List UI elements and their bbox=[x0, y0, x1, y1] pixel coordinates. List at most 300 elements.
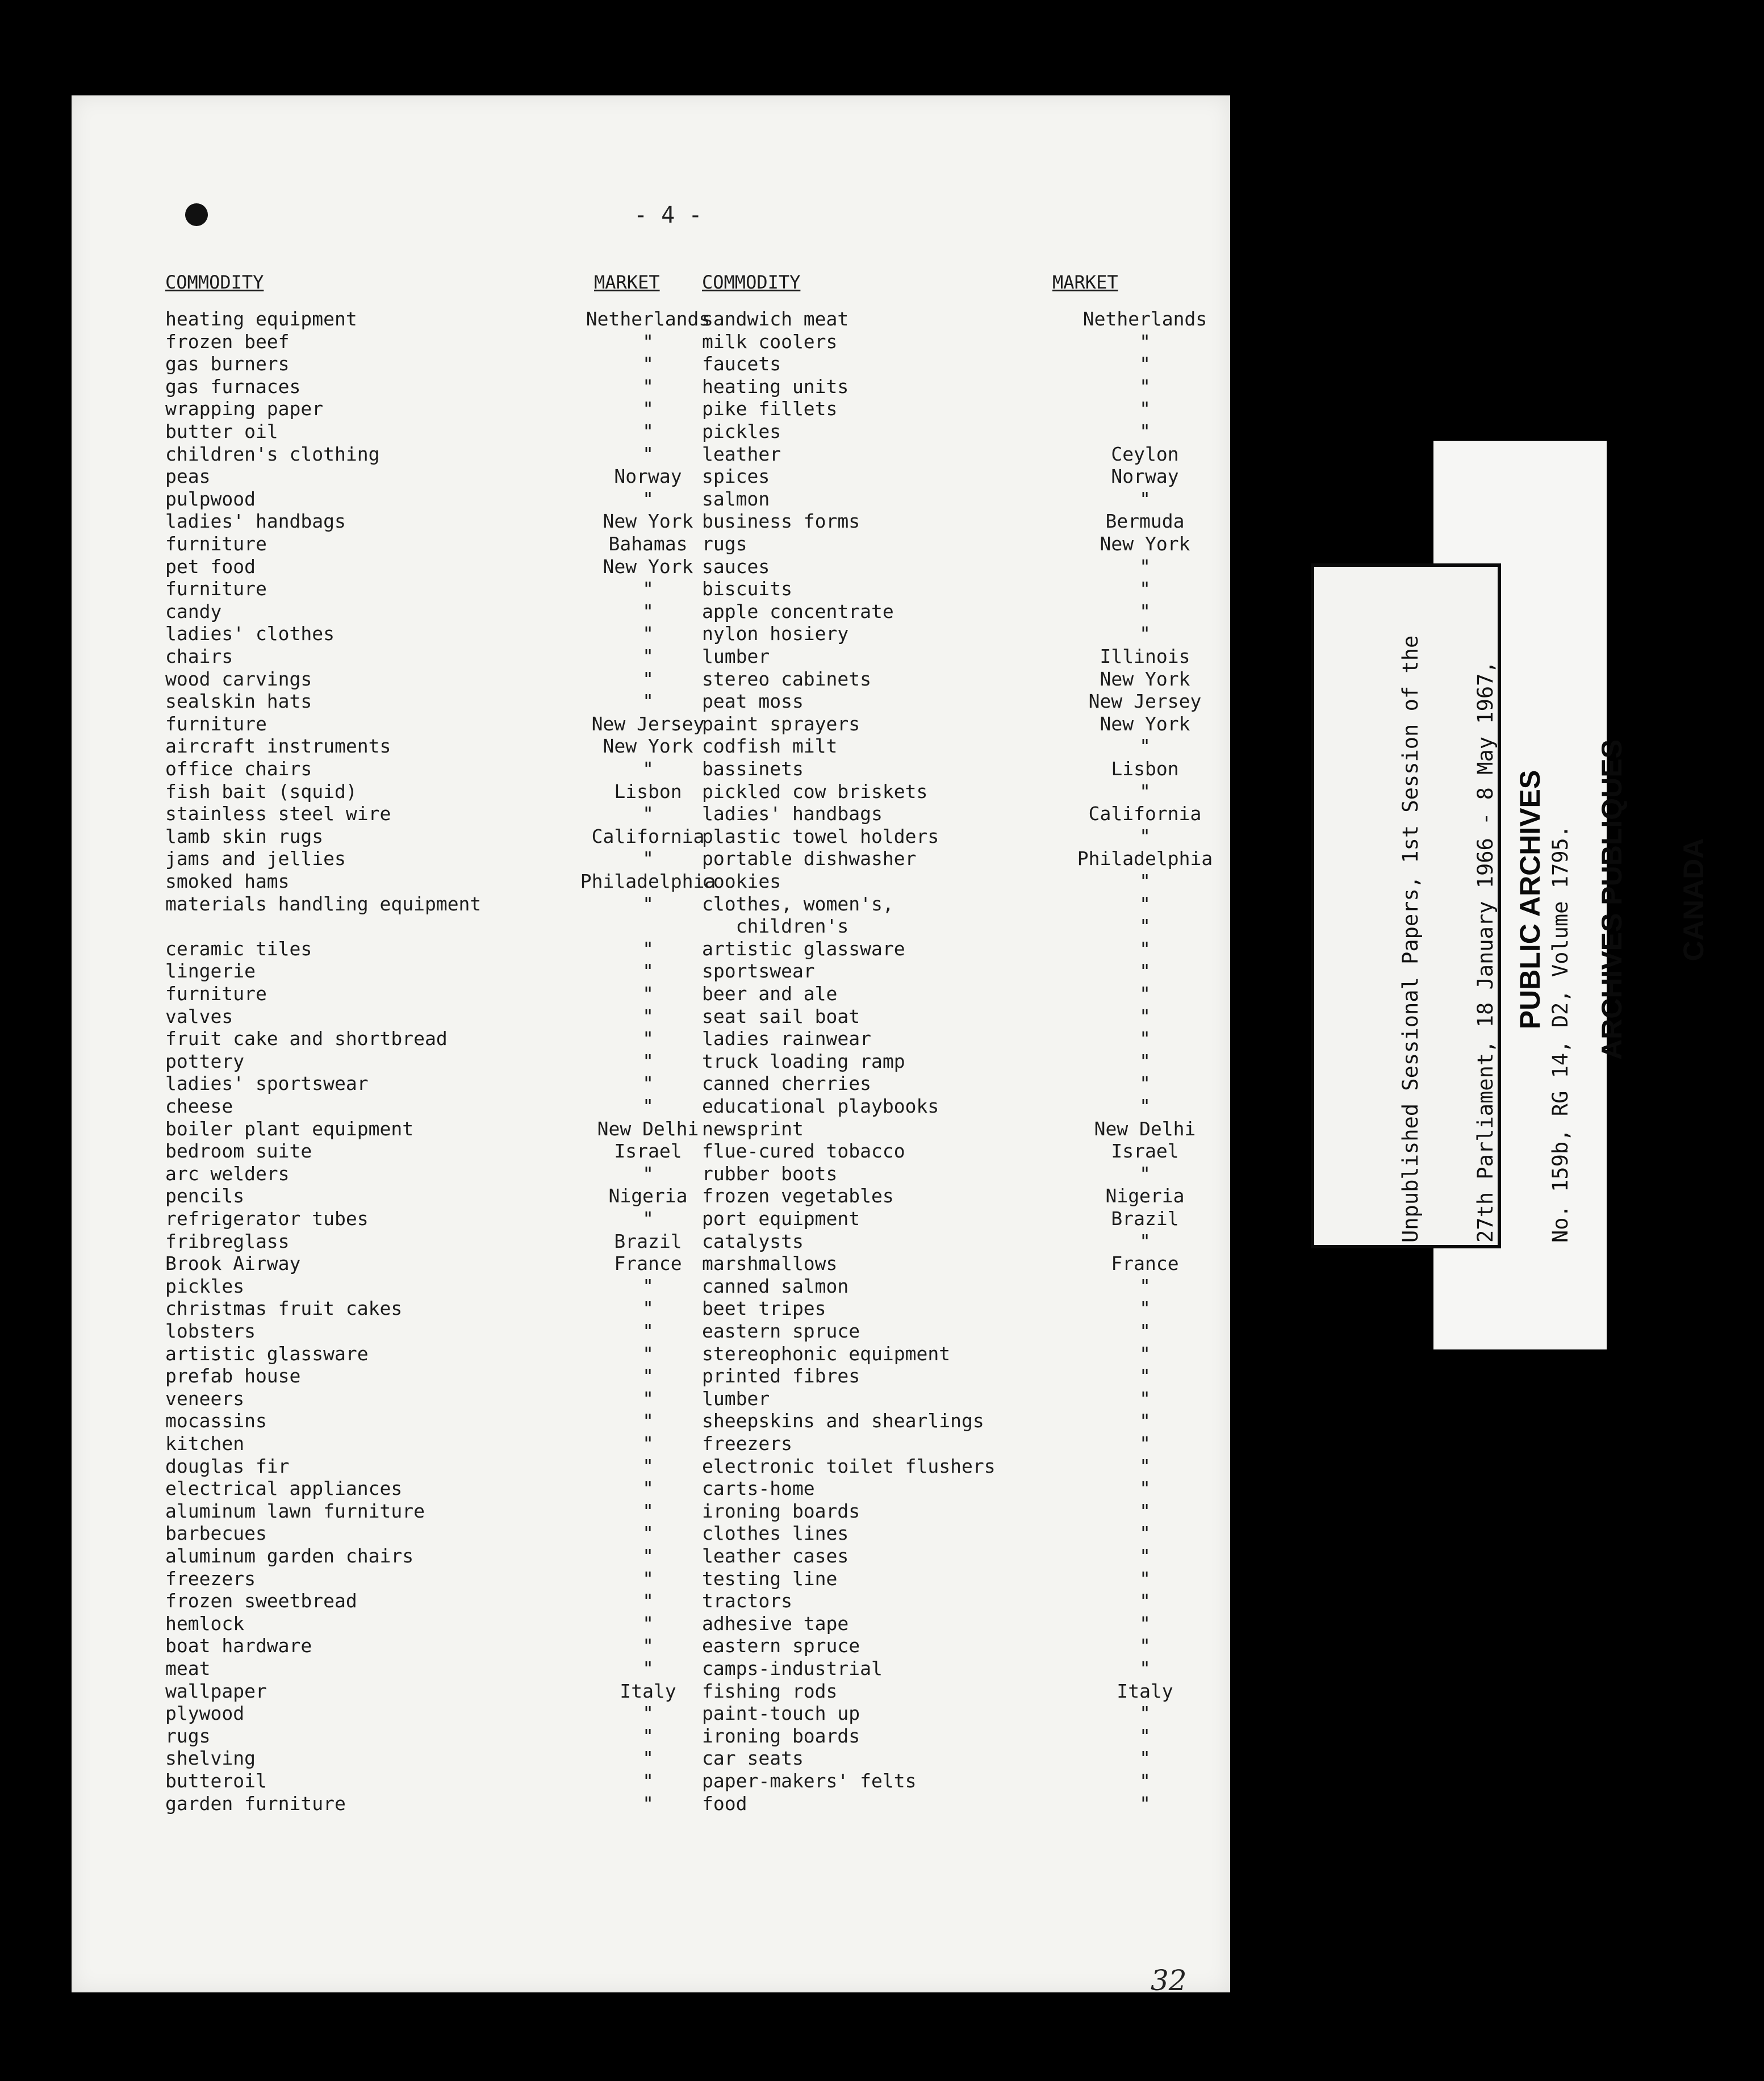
market-cell: " bbox=[642, 1657, 654, 1679]
market-cell: Philadelphia bbox=[1077, 847, 1213, 870]
commodity-cell: bedroom suite bbox=[165, 1140, 312, 1163]
market-cell: " bbox=[1139, 915, 1151, 938]
commodity-cell: newsprint bbox=[702, 1117, 804, 1140]
commodity-cell: frozen vegetables bbox=[702, 1185, 894, 1207]
commodity-cell: canned salmon bbox=[702, 1274, 849, 1297]
market-cell: " bbox=[642, 1747, 654, 1770]
market-cell: " bbox=[642, 1499, 654, 1522]
table-row bbox=[702, 420, 1202, 443]
market-cell: Italy bbox=[1117, 1679, 1173, 1702]
commodity-cell: freezers bbox=[702, 1432, 792, 1455]
table-row bbox=[165, 308, 710, 331]
table-row bbox=[702, 1185, 1202, 1207]
commodity-cell: faucets bbox=[702, 353, 781, 375]
table-row bbox=[165, 780, 682, 803]
commodity-cell: peat moss bbox=[702, 690, 804, 713]
market-cell: " bbox=[1139, 1477, 1151, 1500]
commodity-cell: peas bbox=[165, 465, 211, 488]
punch-hole bbox=[185, 203, 208, 226]
market-cell: " bbox=[1139, 1230, 1151, 1252]
table-row bbox=[702, 353, 1202, 375]
commodity-cell: milk coolers bbox=[702, 330, 838, 353]
market-cell: " bbox=[642, 1027, 654, 1050]
commodity-cell: furniture bbox=[165, 578, 267, 600]
market-cell: " bbox=[1139, 892, 1151, 915]
table-row bbox=[165, 1657, 665, 1680]
market-cell: " bbox=[642, 892, 654, 915]
market-cell: " bbox=[1139, 1455, 1151, 1477]
commodity-cell: educational playbooks bbox=[702, 1095, 939, 1117]
market-cell: " bbox=[1139, 1792, 1151, 1815]
market-cell: " bbox=[642, 667, 654, 690]
commodity-cell: garden furniture bbox=[165, 1792, 346, 1815]
market-cell: " bbox=[1139, 780, 1151, 803]
market-cell: " bbox=[642, 600, 654, 622]
table-row bbox=[702, 780, 1202, 803]
commodity-cell: electronic toilet flushers bbox=[702, 1455, 996, 1477]
table-row bbox=[702, 668, 1202, 691]
commodity-cell: pickles bbox=[165, 1274, 245, 1297]
market-cell: " bbox=[642, 1387, 654, 1410]
table-row bbox=[165, 488, 665, 511]
table-row bbox=[165, 375, 665, 398]
commodity-cell: hemlock bbox=[165, 1612, 245, 1635]
table-row bbox=[702, 1612, 1202, 1635]
table-row bbox=[165, 510, 693, 533]
commodity-cell: frozen sweetbread bbox=[165, 1590, 357, 1612]
table-row bbox=[165, 1388, 665, 1410]
commodity-cell: plastic towel holders bbox=[702, 825, 939, 847]
commodity-cell: pottery bbox=[165, 1050, 245, 1072]
commodity-cell: beet tripes bbox=[702, 1297, 826, 1320]
market-cell: " bbox=[1139, 1387, 1151, 1410]
commodity-cell: aluminum garden chairs bbox=[165, 1545, 414, 1567]
table-row bbox=[702, 1590, 1202, 1612]
table-row bbox=[165, 1725, 665, 1748]
table-row bbox=[702, 1545, 1202, 1568]
table-row bbox=[165, 1477, 665, 1500]
market-cell: " bbox=[642, 1522, 654, 1545]
commodity-cell: pet food bbox=[165, 555, 256, 578]
market-cell: New York bbox=[603, 735, 693, 758]
market-cell: New Delhi bbox=[1094, 1117, 1196, 1140]
table-row bbox=[165, 331, 665, 353]
market-cell: " bbox=[1139, 353, 1151, 375]
market-cell: Lisbon bbox=[614, 780, 682, 803]
table-row bbox=[165, 600, 665, 623]
table-row bbox=[702, 1343, 1202, 1365]
table-row bbox=[165, 1185, 688, 1207]
commodity-cell: pencils bbox=[165, 1185, 245, 1207]
market-cell: New York bbox=[603, 555, 693, 578]
table-row bbox=[702, 488, 1202, 511]
commodity-cell: camps-industrial bbox=[702, 1657, 883, 1679]
table-row bbox=[165, 1612, 665, 1635]
market-cell: New Jersey bbox=[591, 712, 705, 735]
table-row bbox=[702, 1747, 1202, 1770]
market-cell: " bbox=[642, 758, 654, 780]
table-row bbox=[165, 690, 665, 713]
market-cell: New Jersey bbox=[1088, 690, 1202, 713]
commodity-cell: fishing rods bbox=[702, 1679, 838, 1702]
market-cell: " bbox=[642, 1702, 654, 1725]
table-row bbox=[702, 1792, 1202, 1815]
commodity-cell: sportswear bbox=[702, 960, 815, 983]
commodity-cell: adhesive tape bbox=[702, 1612, 849, 1635]
market-cell: " bbox=[1139, 983, 1151, 1005]
commodity-cell: materials handling equipment bbox=[165, 892, 482, 915]
market-cell: " bbox=[1139, 1522, 1151, 1545]
table-row bbox=[702, 1072, 1202, 1095]
table-row bbox=[702, 1388, 1202, 1410]
table-row bbox=[165, 870, 716, 893]
table-row bbox=[165, 622, 665, 645]
market-cell: " bbox=[642, 847, 654, 870]
commodity-cell: beer and ale bbox=[702, 983, 838, 1005]
commodity-cell: shelving bbox=[165, 1747, 256, 1770]
table-row bbox=[702, 825, 1202, 848]
market-cell: " bbox=[642, 1567, 654, 1590]
market-cell: " bbox=[642, 1477, 654, 1500]
table-row bbox=[702, 758, 1202, 780]
commodity-cell: printed fibres bbox=[702, 1365, 860, 1388]
market-cell: " bbox=[642, 1410, 654, 1432]
market-cell: " bbox=[1139, 1297, 1151, 1320]
table-row bbox=[702, 1635, 1202, 1657]
commodity-cell: furniture bbox=[165, 983, 267, 1005]
commodity-cell: wrapping paper bbox=[165, 398, 324, 420]
table-row bbox=[702, 1275, 1202, 1298]
table-row bbox=[165, 668, 665, 691]
table-row bbox=[165, 893, 665, 916]
table-row bbox=[165, 735, 693, 758]
commodity-cell: lingerie bbox=[165, 960, 256, 983]
commodity-cell: marshmallows bbox=[702, 1252, 838, 1275]
commodity-cell: carts-home bbox=[702, 1477, 815, 1500]
commodity-cell: wood carvings bbox=[165, 667, 312, 690]
commodity-cell: ladies' handbags bbox=[702, 803, 883, 825]
table-row bbox=[165, 1320, 665, 1343]
commodity-cell: business forms bbox=[702, 510, 860, 533]
market-cell: " bbox=[642, 375, 654, 398]
market-cell: " bbox=[1139, 1432, 1151, 1455]
market-cell: " bbox=[642, 983, 654, 1005]
market-cell: Netherlands bbox=[586, 308, 710, 330]
commodity-cell: veneers bbox=[165, 1387, 245, 1410]
market-cell: " bbox=[642, 1612, 654, 1635]
table-row bbox=[702, 803, 1202, 825]
commodity-cell: prefab house bbox=[165, 1365, 301, 1388]
table-row bbox=[165, 1410, 665, 1432]
market-cell: " bbox=[1139, 1365, 1151, 1388]
market-header: MARKET bbox=[594, 271, 660, 293]
commodity-cell: rugs bbox=[165, 1724, 211, 1747]
market-header: MARKET bbox=[1052, 271, 1118, 293]
commodity-cell: leather cases bbox=[702, 1545, 849, 1567]
commodity-cell: car seats bbox=[702, 1747, 804, 1770]
commodity-cell: pickled cow briskets bbox=[702, 780, 928, 803]
table-row bbox=[702, 622, 1202, 645]
market-cell: " bbox=[1139, 420, 1151, 442]
commodity-cell: leather bbox=[702, 442, 781, 465]
market-cell: " bbox=[642, 937, 654, 960]
commodity-cell: sandwich meat bbox=[702, 308, 849, 330]
commodity-cell: catalysts bbox=[702, 1230, 804, 1252]
market-cell: Netherlands bbox=[1082, 308, 1207, 330]
table-row bbox=[702, 1320, 1202, 1343]
commodity-cell: smoked hams bbox=[165, 870, 290, 892]
market-cell: Italy bbox=[620, 1679, 676, 1702]
market-cell: " bbox=[642, 353, 654, 375]
table-row bbox=[165, 1252, 682, 1275]
market-cell: " bbox=[1139, 1320, 1151, 1342]
table-row bbox=[702, 1725, 1202, 1748]
market-cell: " bbox=[1139, 1072, 1151, 1095]
commodity-cell: pickles bbox=[702, 420, 781, 442]
commodity-cell: rugs bbox=[702, 533, 747, 555]
commodity-cell: heating units bbox=[702, 375, 849, 398]
archives-line: CANADA bbox=[1678, 838, 1709, 962]
market-cell: " bbox=[642, 1095, 654, 1117]
table-row bbox=[702, 331, 1202, 353]
commodity-cell: fish bait (squid) bbox=[165, 780, 357, 803]
table-row bbox=[702, 1118, 1202, 1140]
commodity-header: COMMODITY bbox=[165, 271, 264, 293]
table-row bbox=[702, 735, 1202, 758]
market-cell: " bbox=[1139, 1274, 1151, 1297]
commodity-cell: Brook Airway bbox=[165, 1252, 301, 1275]
table-row bbox=[702, 1230, 1202, 1253]
table-row bbox=[165, 1635, 665, 1657]
table-row bbox=[702, 1680, 1202, 1703]
commodity-cell: children's clothing bbox=[165, 442, 380, 465]
commodity-cell: eastern spruce bbox=[702, 1320, 860, 1342]
market-cell: " bbox=[642, 622, 654, 645]
table-row bbox=[165, 1163, 665, 1185]
market-cell: " bbox=[642, 1724, 654, 1747]
market-cell: New York bbox=[1100, 533, 1190, 555]
citation-line: 27th Parliament, 18 January 1966 - 8 May 1967, bbox=[1473, 661, 1498, 1243]
commodity-cell: ironing boards bbox=[702, 1499, 860, 1522]
table-row bbox=[165, 1072, 665, 1095]
commodity-cell: pulpwood bbox=[165, 487, 256, 510]
table-row bbox=[165, 1792, 665, 1815]
market-cell: " bbox=[1139, 825, 1151, 847]
commodity-cell: mocassins bbox=[165, 1410, 267, 1432]
table-row bbox=[165, 1230, 682, 1253]
market-cell: " bbox=[642, 1342, 654, 1365]
table-row bbox=[165, 1140, 682, 1163]
table-row bbox=[702, 1027, 1202, 1050]
commodity-cell: ceramic tiles bbox=[165, 937, 312, 960]
market-cell: " bbox=[1139, 555, 1151, 578]
market-cell: " bbox=[642, 1792, 654, 1815]
table-row bbox=[702, 1770, 1202, 1792]
commodity-cell: pike fillets bbox=[702, 398, 838, 420]
table-row bbox=[702, 1163, 1202, 1185]
commodity-cell: boat hardware bbox=[165, 1635, 312, 1657]
market-cell: Norway bbox=[614, 465, 682, 488]
table-row bbox=[702, 443, 1202, 466]
commodity-cell: kitchen bbox=[165, 1432, 245, 1455]
table-row bbox=[702, 465, 1202, 488]
commodity-cell: lamb skin rugs bbox=[165, 825, 324, 847]
market-cell: " bbox=[642, 442, 654, 465]
table-row bbox=[165, 1343, 665, 1365]
market-cell: " bbox=[1139, 1005, 1151, 1027]
market-cell: " bbox=[642, 1162, 654, 1185]
citation-text bbox=[1348, 635, 1628, 1243]
commodity-cell: refrigerator tubes bbox=[165, 1207, 369, 1230]
market-cell: " bbox=[642, 1545, 654, 1567]
commodity-cell: paper-makers' felts bbox=[702, 1770, 917, 1792]
market-cell: " bbox=[642, 330, 654, 353]
commodity-cell: paint sprayers bbox=[702, 712, 860, 735]
table-row bbox=[702, 1252, 1202, 1275]
commodity-cell: boiler plant equipment bbox=[165, 1117, 414, 1140]
market-cell: Lisbon bbox=[1111, 758, 1179, 780]
table-row bbox=[165, 1275, 665, 1298]
commodity-cell: meat bbox=[165, 1657, 211, 1679]
market-cell: " bbox=[1139, 870, 1151, 892]
commodity-cell: clothes, women's, bbox=[702, 892, 894, 915]
table-row bbox=[702, 398, 1202, 420]
commodity-cell: fribreglass bbox=[165, 1230, 290, 1252]
commodity-cell: flue-cured tobacco bbox=[702, 1140, 905, 1163]
table-row bbox=[165, 1432, 665, 1455]
commodity-cell: artistic glassware bbox=[702, 937, 905, 960]
table-row bbox=[702, 983, 1202, 1005]
market-cell: " bbox=[1139, 600, 1151, 622]
market-cell: France bbox=[614, 1252, 682, 1275]
commodity-cell: testing line bbox=[702, 1567, 838, 1590]
table-row bbox=[702, 555, 1202, 578]
table-row bbox=[702, 1455, 1202, 1478]
market-cell: " bbox=[642, 1432, 654, 1455]
market-cell: " bbox=[642, 690, 654, 713]
table-row bbox=[702, 1207, 1202, 1230]
commodity-cell: seat sail boat bbox=[702, 1005, 860, 1027]
table-row bbox=[165, 825, 705, 848]
table-row bbox=[165, 533, 688, 555]
table-row bbox=[165, 938, 665, 960]
table-row bbox=[165, 1500, 665, 1523]
commodity-cell: barbecues bbox=[165, 1522, 267, 1545]
table-row bbox=[702, 375, 1202, 398]
table-row bbox=[702, 893, 1202, 916]
market-cell: " bbox=[1139, 1162, 1151, 1185]
commodity-cell: aircraft instruments bbox=[165, 735, 391, 758]
archives-line: PUBLIC ARCHIVES bbox=[1514, 770, 1546, 1030]
table-row bbox=[702, 1432, 1202, 1455]
market-cell: " bbox=[1139, 375, 1151, 398]
market-cell: Nigeria bbox=[608, 1185, 688, 1207]
market-cell: New York bbox=[1100, 667, 1190, 690]
commodity-cell: gas burners bbox=[165, 353, 290, 375]
commodity-cell: stainless steel wire bbox=[165, 803, 391, 825]
commodity-cell: electrical appliances bbox=[165, 1477, 403, 1500]
table-row bbox=[702, 1005, 1202, 1028]
market-cell: " bbox=[1139, 1590, 1151, 1612]
table-row bbox=[702, 690, 1202, 713]
market-cell: " bbox=[1139, 398, 1151, 420]
commodity-cell: stereophonic equipment bbox=[702, 1342, 951, 1365]
market-cell: " bbox=[1139, 1770, 1151, 1792]
commodity-cell: valves bbox=[165, 1005, 233, 1027]
market-cell: California bbox=[591, 825, 705, 847]
commodity-cell: eastern spruce bbox=[702, 1635, 860, 1657]
table-row bbox=[702, 870, 1202, 893]
market-cell: " bbox=[642, 1072, 654, 1095]
commodity-cell: furniture bbox=[165, 533, 267, 555]
commodity-cell: lumber bbox=[702, 645, 770, 667]
market-cell: Bahamas bbox=[608, 533, 688, 555]
table-row bbox=[165, 420, 665, 443]
market-cell: " bbox=[642, 1207, 654, 1230]
folio-number: 32 bbox=[1151, 1964, 1187, 1997]
market-cell: Israel bbox=[1111, 1140, 1179, 1163]
market-cell: " bbox=[642, 1770, 654, 1792]
table-row bbox=[165, 1702, 665, 1725]
market-cell: New Delhi bbox=[597, 1117, 699, 1140]
table-row bbox=[702, 713, 1202, 736]
commodity-header: COMMODITY bbox=[702, 271, 801, 293]
table-row bbox=[165, 1679, 676, 1703]
market-cell: Illinois bbox=[1100, 645, 1190, 667]
market-cell: " bbox=[1139, 1612, 1151, 1635]
commodity-cell: paint-touch up bbox=[702, 1702, 860, 1725]
table-row bbox=[702, 510, 1202, 533]
market-cell: Brazil bbox=[1111, 1207, 1179, 1230]
commodity-cell: salmon bbox=[702, 487, 770, 510]
commodity-cell: food bbox=[702, 1792, 747, 1815]
market-cell: " bbox=[642, 1635, 654, 1657]
commodity-cell: sheepskins and shearlings bbox=[702, 1410, 984, 1432]
table-row bbox=[165, 1770, 665, 1792]
commodity-cell: butter oil bbox=[165, 420, 278, 442]
market-cell: " bbox=[1139, 1342, 1151, 1365]
citation-line: No. 159b, RG 14, D2, Volume 1795. bbox=[1548, 825, 1573, 1243]
table-row bbox=[702, 1140, 1202, 1163]
table-row bbox=[165, 1117, 699, 1140]
commodity-cell: candy bbox=[165, 600, 222, 622]
table-row bbox=[702, 1095, 1202, 1118]
table-row bbox=[702, 1297, 1202, 1320]
commodity-cell: ladies rainwear bbox=[702, 1027, 872, 1050]
market-cell: " bbox=[1139, 1410, 1151, 1432]
market-cell: Philadelphia bbox=[580, 870, 716, 892]
commodity-cell: stereo cabinets bbox=[702, 667, 872, 690]
table-row bbox=[165, 1027, 665, 1050]
market-cell: " bbox=[1139, 1095, 1151, 1117]
commodity-cell: rubber boots bbox=[702, 1162, 838, 1185]
citation-line: Unpublished Sessional Papers, 1st Session of the bbox=[1398, 635, 1423, 1243]
document-page bbox=[72, 95, 1230, 1997]
table-row bbox=[165, 1050, 665, 1073]
commodity-cell: tractors bbox=[702, 1590, 792, 1612]
table-row bbox=[702, 847, 1213, 870]
market-cell: " bbox=[1139, 1499, 1151, 1522]
market-cell: " bbox=[642, 960, 654, 983]
page-number: - 4 - bbox=[634, 202, 703, 228]
commodity-cell: aluminum lawn furniture bbox=[165, 1499, 425, 1522]
table-row bbox=[165, 443, 665, 466]
commodity-cell: freezers bbox=[165, 1567, 256, 1590]
table-row bbox=[165, 1297, 665, 1320]
commodity-cell: spices bbox=[702, 465, 770, 488]
table-row bbox=[702, 1410, 1202, 1432]
table-row bbox=[702, 1657, 1202, 1680]
